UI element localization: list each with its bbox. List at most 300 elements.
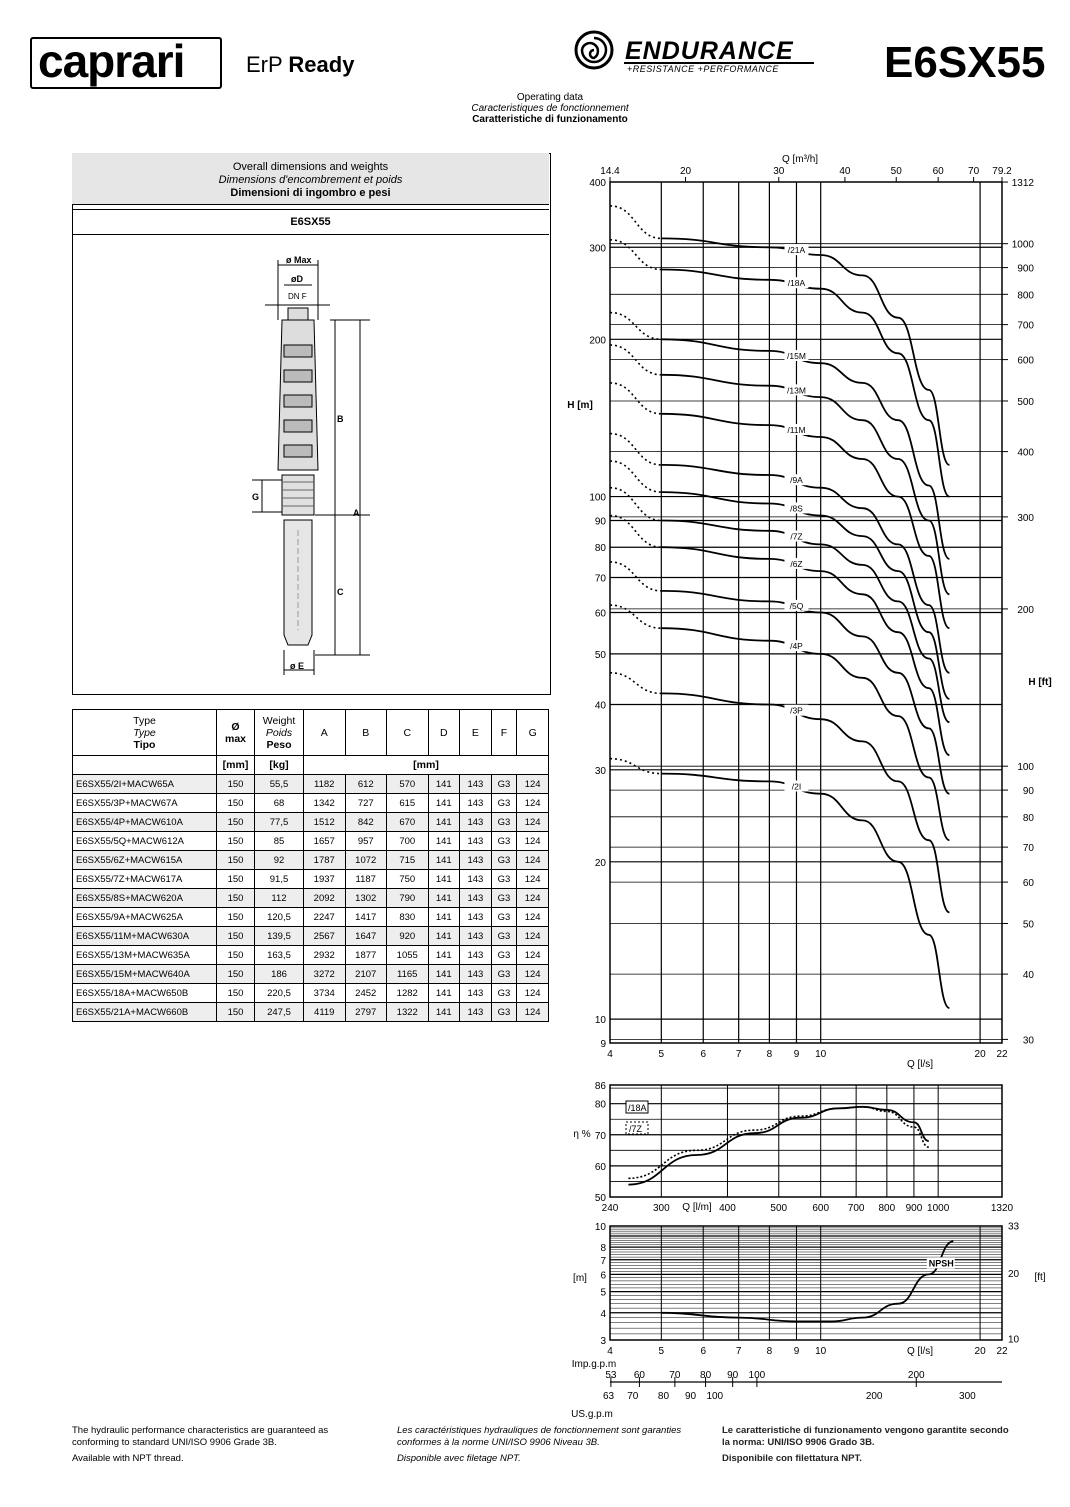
col-type: Type Type Tipo <box>73 710 217 756</box>
hq-fttick: 50 <box>1022 919 1034 931</box>
eff-ytick: 70 <box>594 1130 606 1142</box>
hq-curve-dotted <box>610 673 661 694</box>
us-tick: 63 <box>602 1391 615 1402</box>
value-cell: 150 <box>217 965 255 984</box>
value-cell: 124 <box>517 965 549 984</box>
npsh-xtick: 9 <box>793 1346 800 1357</box>
npsh-xtick: 8 <box>766 1346 773 1357</box>
label-max: ø Max <box>286 255 312 265</box>
imp-tick: 100 <box>748 1370 766 1381</box>
value-cell: 124 <box>517 1003 549 1022</box>
table-row <box>73 832 549 851</box>
series-tagline: +RESISTANCE +PERFORMANCE <box>627 64 779 74</box>
npsh-ytick: 7 <box>600 1255 606 1267</box>
value-cell: G3 <box>491 832 517 851</box>
npsh-fttick: 20 <box>1008 1268 1020 1280</box>
hq-ytick: 10 <box>594 1015 606 1027</box>
brand-logo: caprari <box>38 35 185 87</box>
dimensions-title-fr: Dimensions d'encombrement et poids <box>218 174 403 186</box>
value-cell: 830 <box>387 908 429 927</box>
hq-ytick: 200 <box>589 335 606 347</box>
hq-curve-label: /2I <box>791 781 802 792</box>
eff-ytick: 60 <box>594 1161 606 1173</box>
value-cell: 141 <box>428 794 460 813</box>
table-row <box>73 984 549 1003</box>
eff-xtick: 900 <box>905 1203 923 1214</box>
value-cell: 3734 <box>304 984 346 1003</box>
npsh-ytick: 8 <box>600 1243 606 1255</box>
series-name: ENDURANCE <box>625 37 794 65</box>
eff-xtick: 500 <box>770 1203 788 1214</box>
value-cell: 141 <box>428 851 460 870</box>
type-cell: E6SX55/7Z+MACW617A <box>73 870 217 889</box>
table-row <box>73 965 549 984</box>
value-cell: 92 <box>255 851 304 870</box>
us-tick: 300 <box>959 1391 976 1402</box>
hq-curve-label: /5Q <box>789 600 804 611</box>
value-cell: 143 <box>460 775 492 794</box>
npsh-xtick: 10 <box>815 1346 827 1357</box>
type-cell: E6SX55/3P+MACW67A <box>73 794 217 813</box>
type-cell: E6SX55/8S+MACW620A <box>73 889 217 908</box>
spec-units-row <box>73 756 549 775</box>
hq-curve-label: /11M <box>787 425 806 436</box>
type-cell: E6SX55/11M+MACW630A <box>73 927 217 946</box>
value-cell: 143 <box>460 984 492 1003</box>
opdata-en: Operating data <box>516 92 584 103</box>
pump-drawing <box>240 250 380 680</box>
hq-fttick: 300 <box>1017 512 1034 524</box>
imp-gpm-label: Imp.g.p.m <box>571 1359 617 1370</box>
value-cell: 920 <box>387 927 429 946</box>
dimensions-header <box>72 153 549 205</box>
value-cell: 143 <box>460 870 492 889</box>
us-tick: 80 <box>657 1391 670 1402</box>
value-cell: G3 <box>491 927 517 946</box>
value-cell: 790 <box>387 889 429 908</box>
value-cell: 150 <box>217 832 255 851</box>
eff-xtick: 400 <box>719 1203 736 1214</box>
hq-fttick: 90 <box>1022 786 1034 798</box>
value-cell: 1787 <box>304 851 346 870</box>
col-d: D <box>428 710 460 756</box>
value-cell: 143 <box>460 813 492 832</box>
value-cell: 124 <box>517 927 549 946</box>
value-cell: 2932 <box>304 946 346 965</box>
hq-ytick: 80 <box>594 543 606 555</box>
table-row <box>73 946 549 965</box>
hq-toptick: 50 <box>890 166 902 177</box>
imp-tick: 53 <box>605 1370 617 1381</box>
hq-toptick: 70 <box>968 166 980 177</box>
value-cell: 2452 <box>345 984 387 1003</box>
eff-ylabel: η % <box>573 1129 591 1140</box>
us-tick: 200 <box>865 1391 883 1402</box>
footer-en: The hydraulic performance characteristics are guaranteed as conforming to standard UNI/ISO 9906 Grade 3B. Available with NPT thread. <box>72 1425 329 1464</box>
col-b: B <box>345 710 387 756</box>
npsh-chart <box>560 1220 1070 1425</box>
eff-xtick: 1320 <box>990 1203 1014 1214</box>
table-row <box>73 870 549 889</box>
hq-curve-label: /9A <box>790 475 803 486</box>
value-cell: 150 <box>217 946 255 965</box>
opdata-fr: Caracteristiques de fonctionnement <box>471 103 629 114</box>
eff-xtick: 300 <box>652 1203 670 1214</box>
value-cell: 150 <box>217 984 255 1003</box>
value-cell: 141 <box>428 965 460 984</box>
value-cell: 150 <box>217 794 255 813</box>
hq-fttick: 700 <box>1017 320 1034 332</box>
value-cell: 141 <box>428 889 460 908</box>
hq-curve-dotted <box>610 488 661 521</box>
value-cell: 1417 <box>345 908 387 927</box>
value-cell: 1657 <box>304 832 346 851</box>
value-cell: 1647 <box>345 927 387 946</box>
eff-xtick: 700 <box>847 1203 865 1214</box>
value-cell: 2567 <box>304 927 346 946</box>
hq-xlabel: Q [l/s] <box>906 1059 934 1070</box>
eff-frame <box>610 1085 1002 1197</box>
npsh-xtick: 4 <box>607 1346 613 1357</box>
npsh-xtick: 6 <box>700 1346 707 1357</box>
hq-fttick: 70 <box>1022 843 1034 855</box>
value-cell: 2247 <box>304 908 346 927</box>
value-cell: 186 <box>255 965 304 984</box>
dimensions-model: E6SX55 <box>72 209 549 235</box>
hq-curve <box>661 339 949 559</box>
value-cell: 112 <box>255 889 304 908</box>
value-cell: 1322 <box>387 1003 429 1022</box>
value-cell: 143 <box>460 851 492 870</box>
label-c: C <box>337 587 344 597</box>
legend-18a: /18A <box>628 1103 647 1113</box>
opdata-it: Caratteristiche di funzionamento <box>472 114 628 125</box>
eff-xtick: 1000 <box>927 1203 950 1214</box>
value-cell: G3 <box>491 794 517 813</box>
value-cell: 124 <box>517 794 549 813</box>
value-cell: 143 <box>460 946 492 965</box>
value-cell: 3272 <box>304 965 346 984</box>
imp-tick: 70 <box>669 1370 681 1381</box>
hq-ytick: 100 <box>589 492 606 504</box>
eff-xtick: 600 <box>812 1203 830 1214</box>
value-cell: 1512 <box>304 813 346 832</box>
value-cell: 124 <box>517 851 549 870</box>
value-cell: G3 <box>491 1003 517 1022</box>
value-cell: 124 <box>517 813 549 832</box>
eff-ytick: 50 <box>594 1193 606 1204</box>
value-cell: 124 <box>517 889 549 908</box>
hq-toptick: 60 <box>932 166 944 177</box>
hq-ytick: 60 <box>594 608 606 620</box>
table-row <box>73 908 549 927</box>
hq-curve-dotted <box>610 240 661 270</box>
value-cell: 570 <box>387 775 429 794</box>
value-cell: 1937 <box>304 870 346 889</box>
value-cell: 1187 <box>345 870 387 889</box>
imp-tick: 90 <box>727 1370 739 1381</box>
value-cell: 141 <box>428 984 460 1003</box>
type-cell: E6SX55/6Z+MACW615A <box>73 851 217 870</box>
type-cell: E6SX55/15M+MACW640A <box>73 965 217 984</box>
type-cell: E6SX55/18A+MACW650B <box>73 984 217 1003</box>
value-cell: 124 <box>517 870 549 889</box>
us-gpm-label: US.g.p.m <box>571 1409 613 1420</box>
hq-ytick: 400 <box>589 178 606 189</box>
value-cell: G3 <box>491 889 517 908</box>
hq-toptick: 40 <box>839 166 851 177</box>
hq-ytick: 9 <box>600 1039 606 1050</box>
type-cell: E6SX55/9A+MACW625A <box>73 908 217 927</box>
value-cell: 150 <box>217 851 255 870</box>
value-cell: 150 <box>217 813 255 832</box>
value-cell: 141 <box>428 946 460 965</box>
value-cell: 842 <box>345 813 387 832</box>
type-cell: E6SX55/5Q+MACW612A <box>73 832 217 851</box>
value-cell: 1072 <box>345 851 387 870</box>
hq-curve <box>661 774 949 1008</box>
value-cell: 150 <box>217 889 255 908</box>
eff-ytick: 86 <box>594 1081 606 1092</box>
value-cell: 124 <box>517 832 549 851</box>
value-cell: 2797 <box>345 1003 387 1022</box>
hq-fttick: 400 <box>1017 447 1034 459</box>
value-cell: 750 <box>387 870 429 889</box>
erp-suffix: Ready <box>288 52 355 77</box>
value-cell: 124 <box>517 775 549 794</box>
hq-curve-label: /15M <box>787 350 806 361</box>
value-cell: 124 <box>517 908 549 927</box>
npsh-ytick: 3 <box>600 1336 606 1347</box>
hq-curve-label: /21A <box>787 245 806 256</box>
hq-curve-dotted <box>610 206 661 239</box>
label-e: ø E <box>290 661 305 671</box>
value-cell: 55,5 <box>255 775 304 794</box>
value-cell: 163,5 <box>255 946 304 965</box>
npsh-fttick: 33 <box>1008 1221 1020 1233</box>
value-cell: 1165 <box>387 965 429 984</box>
npsh-xtick: 7 <box>735 1346 742 1357</box>
npsh-ytick: 6 <box>600 1270 606 1282</box>
table-row <box>73 851 549 870</box>
label-b: B <box>337 414 344 424</box>
hq-curve-label: /4P <box>790 641 803 652</box>
value-cell: 141 <box>428 908 460 927</box>
value-cell: 150 <box>217 870 255 889</box>
hq-chart <box>560 150 1070 1075</box>
value-cell: G3 <box>491 965 517 984</box>
value-cell: G3 <box>491 984 517 1003</box>
hq-xtick: 6 <box>700 1049 707 1060</box>
table-row <box>73 813 549 832</box>
value-cell: 143 <box>460 832 492 851</box>
value-cell: 247,5 <box>255 1003 304 1022</box>
value-cell: 141 <box>428 870 460 889</box>
npsh-xtick: 22 <box>996 1346 1008 1357</box>
endurance-swirl-icon <box>574 30 614 70</box>
value-cell: G3 <box>491 908 517 927</box>
units-diam: [mm] <box>217 756 255 775</box>
npsh-ytick: 4 <box>600 1308 606 1320</box>
imp-tick: 60 <box>633 1370 645 1381</box>
npsh-xtick: 20 <box>974 1346 986 1357</box>
value-cell: 141 <box>428 832 460 851</box>
hq-fttick: 1312 <box>1011 178 1034 190</box>
value-cell: 143 <box>460 927 492 946</box>
us-tick: 90 <box>684 1391 697 1402</box>
dimensions-title-it: Dimensioni di ingombro e pesi <box>230 187 391 199</box>
hq-toptick: 14.4 <box>600 166 620 177</box>
table-row <box>73 1003 549 1022</box>
hq-fttick: 80 <box>1022 812 1034 824</box>
imp-tick: 200 <box>907 1370 925 1381</box>
value-cell: 957 <box>345 832 387 851</box>
hq-curve-dotted <box>610 434 661 465</box>
hq-xtick: 10 <box>815 1049 827 1060</box>
col-f: F <box>491 710 517 756</box>
label-d: øD <box>291 274 303 284</box>
value-cell: 141 <box>428 775 460 794</box>
value-cell: 141 <box>428 1003 460 1022</box>
hq-curve-label: /13M <box>787 385 806 396</box>
value-cell: 1877 <box>345 946 387 965</box>
hq-ylabel: H [m] <box>567 400 593 411</box>
hq-curve <box>661 270 949 497</box>
hq-curve-label: /6Z <box>790 558 803 569</box>
value-cell: 91,5 <box>255 870 304 889</box>
value-cell: 143 <box>460 908 492 927</box>
value-cell: 143 <box>460 889 492 908</box>
hq-fttick: 600 <box>1017 355 1034 367</box>
value-cell: 150 <box>217 908 255 927</box>
value-cell: 150 <box>217 927 255 946</box>
erp-ready-label <box>246 52 354 78</box>
value-cell: 670 <box>387 813 429 832</box>
us-tick: 100 <box>706 1391 724 1402</box>
type-cell: E6SX55/2I+MACW65A <box>73 775 217 794</box>
label-dn: DN F <box>288 292 307 301</box>
npsh-xtick: 5 <box>658 1346 665 1357</box>
value-cell: 615 <box>387 794 429 813</box>
col-weight: Weight Poids Peso <box>255 710 304 756</box>
col-g: G <box>517 710 549 756</box>
footer-fr: Les caractéristiques hydrauliques de fonctionnement sont garanties conformes à la norme UNI/ISO 9906 Niveau 3B. Disponible avec filetage NPT. <box>397 1425 682 1464</box>
units-type <box>73 756 217 775</box>
npsh-curve <box>661 1241 953 1321</box>
value-cell: 124 <box>517 946 549 965</box>
hq-fttick: 60 <box>1022 878 1034 890</box>
value-cell: 68 <box>255 794 304 813</box>
hq-ytick: 20 <box>594 857 606 869</box>
hq-fttick: 200 <box>1017 604 1034 616</box>
value-cell: 141 <box>428 927 460 946</box>
type-cell: E6SX55/21A+MACW660B <box>73 1003 217 1022</box>
hq-curve-dotted <box>610 383 661 414</box>
hq-fttick: 100 <box>1017 762 1034 774</box>
value-cell: 124 <box>517 984 549 1003</box>
hq-curve-dotted <box>610 461 661 492</box>
value-cell: G3 <box>491 870 517 889</box>
hq-ytick: 70 <box>594 573 606 585</box>
erp-prefix: ErP <box>246 52 283 77</box>
eff-xlabel: Q [l/m] <box>682 1202 712 1213</box>
table-row <box>73 889 549 908</box>
value-cell: G3 <box>491 813 517 832</box>
value-cell: 120,5 <box>255 908 304 927</box>
npsh-xlabel: Q [l/s] <box>906 1346 934 1357</box>
value-cell: G3 <box>491 946 517 965</box>
hq-toptick: 30 <box>773 166 785 177</box>
hq-toptick: 79.2 <box>992 166 1012 177</box>
col-e: E <box>460 710 492 756</box>
hq-ytick: 40 <box>594 700 606 712</box>
units-weight: [kg] <box>255 756 304 775</box>
value-cell: 1342 <box>304 794 346 813</box>
value-cell: 150 <box>217 775 255 794</box>
hq-xtick: 5 <box>658 1049 665 1060</box>
hq-fttick: 900 <box>1017 263 1034 275</box>
hq-fttick: 500 <box>1017 396 1034 408</box>
hq-curve-label: /7Z <box>790 531 803 542</box>
hq-y2label: H [ft] <box>1028 677 1052 688</box>
label-g: G <box>252 492 260 502</box>
imp-tick: 80 <box>700 1370 712 1381</box>
value-cell: 1182 <box>304 775 346 794</box>
value-cell: 141 <box>428 813 460 832</box>
hq-curve-dotted <box>610 562 661 591</box>
us-tick: 70 <box>627 1391 639 1402</box>
npsh-fttick: 10 <box>1008 1334 1020 1346</box>
hq-fttick: 800 <box>1017 290 1034 302</box>
hq-xtick: 22 <box>996 1049 1008 1060</box>
value-cell: 77,5 <box>255 813 304 832</box>
value-cell: 727 <box>345 794 387 813</box>
eff-xtick: 800 <box>878 1203 896 1214</box>
value-cell: 143 <box>460 1003 492 1022</box>
hq-curve-label: /18A <box>787 278 806 289</box>
value-cell: 715 <box>387 851 429 870</box>
label-a: A <box>353 508 360 518</box>
legend-7z: /7Z <box>629 1124 643 1134</box>
hq-xtick: 9 <box>793 1049 800 1060</box>
eff-ytick: 80 <box>594 1099 606 1111</box>
value-cell: 1302 <box>345 889 387 908</box>
spec-table <box>72 709 549 1022</box>
type-cell: E6SX55/4P+MACW610A <box>73 813 217 832</box>
hq-toptick: 20 <box>679 166 692 177</box>
col-a: A <box>304 710 346 756</box>
value-cell: 150 <box>217 1003 255 1022</box>
type-cell: E6SX55/13M+MACW635A <box>73 946 217 965</box>
footer-it: Le caratteristiche di funzionamento vengono garantite secondo la norma: UNI/ISO 9906 Grado 3B. Disponibile con filettatura NPT. <box>722 1425 1009 1464</box>
value-cell: 612 <box>345 775 387 794</box>
hq-ytick: 50 <box>594 649 606 661</box>
efficiency-chart <box>560 1075 1070 1225</box>
hq-xtick: 4 <box>607 1049 613 1060</box>
npsh-ytick: 5 <box>600 1287 606 1299</box>
hq-curve <box>661 693 949 912</box>
npsh-label: NPSH <box>928 1258 954 1269</box>
value-cell: 1055 <box>387 946 429 965</box>
hq-fttick: 30 <box>1022 1035 1034 1047</box>
hq-xtick: 7 <box>735 1049 742 1060</box>
hq-curve-label: /3P <box>790 705 803 716</box>
value-cell: 139,5 <box>255 927 304 946</box>
hq-fttick: 40 <box>1022 970 1034 982</box>
value-cell: G3 <box>491 851 517 870</box>
hq-xtick: 8 <box>766 1049 773 1060</box>
hq-curve-dotted <box>610 313 661 340</box>
